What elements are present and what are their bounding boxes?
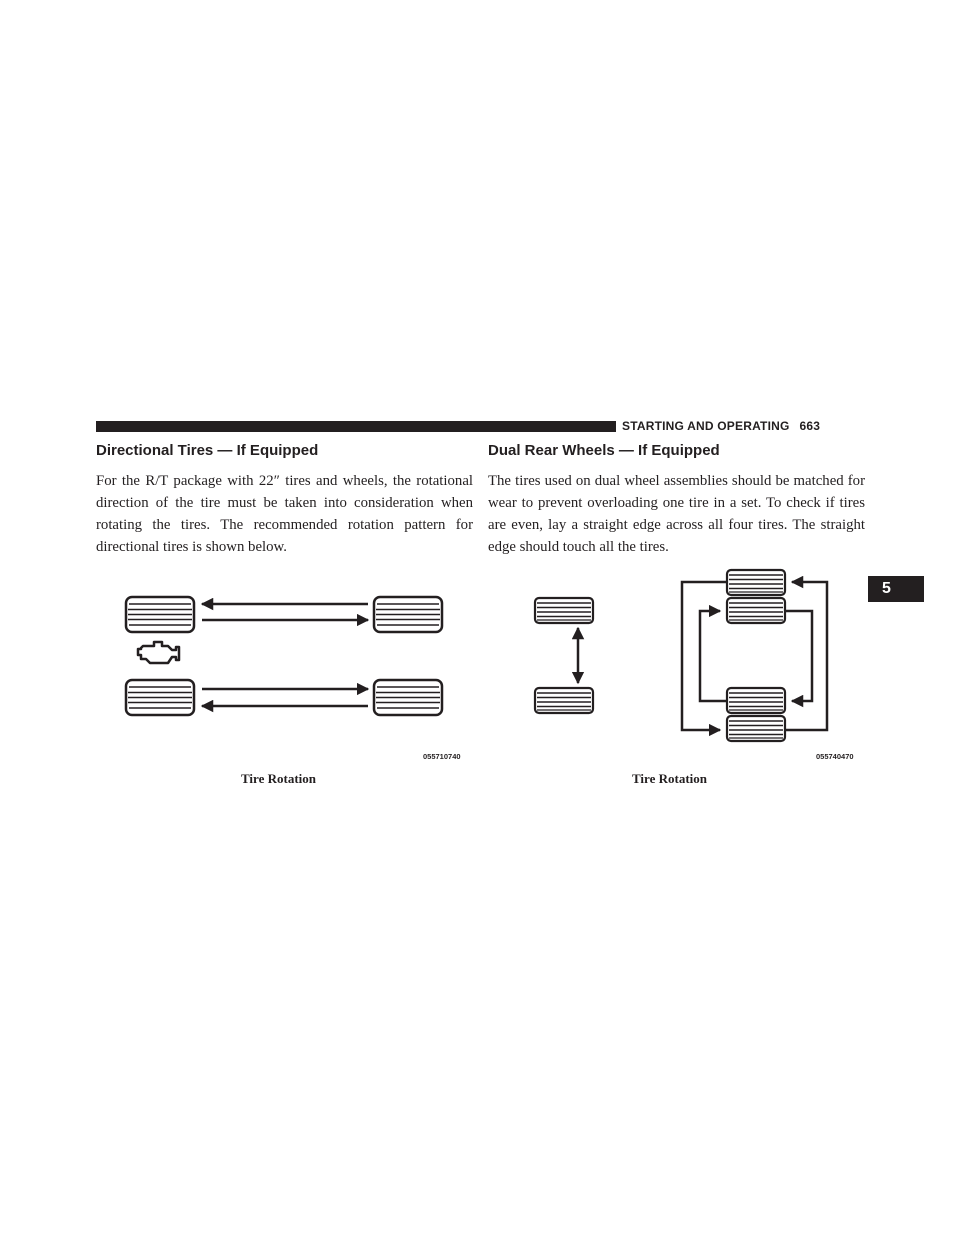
tire-inner-rear — [727, 688, 785, 713]
tire-outer-rear — [727, 716, 785, 741]
section-body: The tires used on dual wheel assemblies should be matched for wear to prevent overloading one tire in a set. To check if tires are even, lay a straight edge across all four tires. The straight edge should touch all the tires. — [488, 473, 865, 555]
arrow-outer-right — [785, 582, 827, 730]
section-body: For the R/T package with 22″ tires and wheels, the rotational direction of the tire must be taken into consideration when rotating the tires. The recommended rotation pattern for directional tires is shown below. — [96, 473, 473, 555]
tire-inner-front — [727, 598, 785, 623]
tire-rear-left — [126, 680, 194, 715]
arrow-outer-left — [682, 582, 727, 730]
figure-code: 055740470 — [816, 752, 854, 761]
chapter-tab[interactable]: 5 — [868, 576, 924, 602]
running-header — [622, 419, 820, 433]
tire-rear — [535, 688, 593, 713]
dual-rear-wheels-section — [488, 438, 865, 558]
directional-rotation-diagram — [110, 585, 460, 725]
tire-front-left — [126, 597, 194, 632]
page-number: 663 — [799, 419, 821, 433]
tire-front — [535, 598, 593, 623]
arrow-inner-right — [785, 611, 812, 701]
tire-rear-right — [374, 680, 442, 715]
arrow-inner-left — [700, 611, 727, 701]
tire-front-right — [374, 597, 442, 632]
tire-outer-front — [727, 570, 785, 595]
section-heading: Dual Rear Wheels — If Equipped — [488, 442, 720, 459]
directional-tires-section — [96, 438, 473, 558]
section-title: STARTING AND OPERATING — [622, 419, 790, 433]
figure-caption: Tire Rotation — [241, 771, 316, 786]
figure-caption: Tire Rotation — [632, 771, 707, 786]
dual-wheel-rotation-diagram — [530, 565, 850, 745]
figure-code: 055710740 — [423, 752, 461, 761]
section-heading: Directional Tires — If Equipped — [96, 442, 319, 459]
header-rule — [96, 421, 616, 432]
engine-icon — [138, 642, 179, 663]
